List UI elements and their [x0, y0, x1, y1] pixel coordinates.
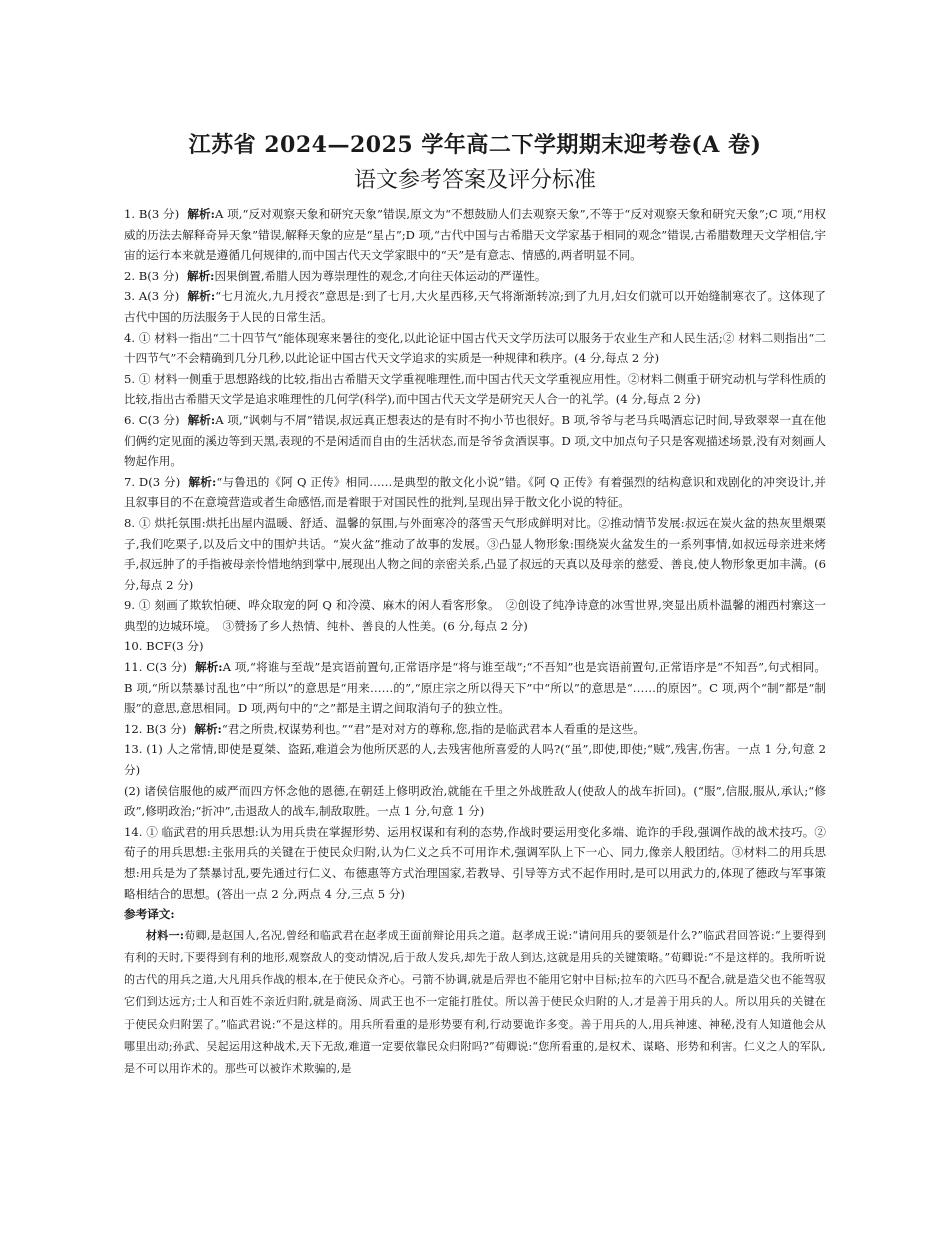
answer-text: (1) 人之常情,即使是夏桀、盗跖,难道会为他所厌恶的人,去残害他所喜爱的人吗?(“虽”,即使,即使;“贼”,残害,伤害。一点 1 分,句意 2 分) [124, 742, 826, 778]
answer-text: “与鲁迅的《阿 Q 正传》相同……是典型的散文化小说”错。《阿 Q 正传》有着强烈的结构意识和戏剧化的冲突设计,并且叙事目的不在意境营造或者生命感悟,而是着眼于对国民性的批判,呈现出异于散文化小说的特征。 [124, 474, 826, 510]
analysis-label: 解析: [187, 207, 215, 221]
answer-text: “君之所贵,权谋势利也。”“君”是对对方的尊称,您,指的是临武君本人看重的是这些。 [221, 721, 645, 736]
answer-item [124, 822, 826, 904]
answer-number: 3. A(3 分) [124, 289, 180, 304]
analysis-label: 解析: [187, 289, 216, 304]
answer-sheet-page [124, 130, 826, 1080]
translation-body: 荀卿,是赵国人,名况,曾经和临武君在赵孝成王面前辩论用兵之道。赵孝成王说:“请问用兵的要领是什么?”临武君回答说:“上要得到有利的天时,下要得到有利的地形,观察敌人的变动情况,后于敌人发兵,却先于敌人到达,这就是用兵的关键策略。”荀卿说:“不是这样的。我所听说的古代的用兵之道,大凡用兵作战的根本,在于使民众齐心。弓箭不协调,就是后羿也不能用它射中目标;拉车的六匹马不配合,就是造父也不能驾驭它们到达远方;士人和百姓不亲近归附,就是商汤、周武王也不一定能打胜仗。所以善于使民众归附的人,才是善于用兵的人。所以用兵的关键在于使民众归附罢了。”临武君说:“不是这样的。用兵所看重的是形势要有利,行动要诡诈多变。善于用兵的人,用兵神速、神秘,没有人知道他会从哪里出动;孙武、吴起运用这种战术,天下无敌,难道一定要依靠民众归附吗?”荀卿说:“您所看重的,是权术、谋略、形势和利害。仁义之人的军队,是不可以用诈术的。那些可以被诈术欺骗的,是 [124, 928, 826, 1075]
analysis-label: 解析: [194, 660, 223, 675]
answer-number: 2. B(3 分) [124, 268, 179, 283]
answer-text: (2) 诸侯信服他的威严而四方怀念他的恩德,在朝廷上修明政治,就能在千里之外战胜敌人(使敌人的战车折回)。(“服”,信服,服从,承认;“修政”,修明政治;“折冲”,击退敌人的战车,制敌取胜。一点 1 分,句意 1 分) [124, 783, 826, 819]
answer-text: ① 刻画了欺软怕硬、哗众取宠的阿 Q 和冷漠、麻木的闲人看客形象。 ②创设了纯净诗意的冰雪世界,突显出质朴温馨的湘西村寨这一典型的边城环境。 ③赞扬了乡人热情、纯朴、善良的人性美。(6 分,每点 2 分) [124, 598, 827, 633]
answer-text: “七月流火,九月授衣”意思是:到了七月,大火星西移,天气将渐渐转凉;到了九月,妇女们就可以开始缝制寒衣了。这体现了古代中国的历法服务于人民的日常生活。 [124, 289, 827, 324]
answer-item [124, 636, 826, 657]
answer-text: ① 烘托氛围:烘托出屋内温暖、舒适、温馨的氛围,与外面寒冷的落雪天气形成鲜明对比。②推动情节发展:叔远在炭火盆的热灰里煨栗子,我们吃栗子,以及后文中的围炉共话。“炭火盆”推动了故事的发展。③凸显人物形象:围绕炭火盆发生的一系列事情,如叔远母亲进来烤手,叔远肿了的手指被母亲怜惜地纳到掌中,展现出人物之间的亲密关系,凸显了叔远的天真以及母亲的慈爱、善良,使人物形象更加丰满。(6 分,每点 2 分) [124, 515, 827, 592]
answer-item [124, 513, 826, 595]
answer-number: 11. C(3 分) [124, 660, 187, 675]
answer-number: 4. [124, 330, 136, 345]
analysis-label: 解析: [188, 474, 217, 489]
answer-item [124, 781, 826, 822]
answer-number: 5. [124, 371, 136, 386]
answer-number: 6. C(3 分) [124, 412, 180, 427]
answer-item [124, 719, 826, 740]
answer-list [124, 204, 826, 904]
answer-item [124, 595, 826, 636]
answer-text: ① 材料一指出“二十四节气”能体现寒来暑往的变化,以此论证中国古代天文学历法可以服务于农业生产和人民生活;② 材料二则指出“二十四节气”不会精确到几分几秒,以此论证中国古代天文学追求的实质是一种规律和秩序。(4 分,每点 2 分) [124, 330, 827, 366]
answer-item [124, 657, 826, 719]
answer-number: 12. B(3 分) [124, 721, 187, 736]
answer-text: ① 临武君的用兵思想:认为用兵贵在掌握形势、运用权谋和有利的态势,作战时要运用变化多端、诡诈的手段,强调作战的战术技巧。②荀子的用兵思想:主张用兵的关键在于使民众归附,认为仁义之兵不可用诈术,强调军队上下一心、同力,像亲人般团结。③材料二的用兵思想:用兵是为了禁暴讨乱,要先通过行仁义、布德惠等方式治理国家,若教导、引导等方式不起作用时,是可以用武力的,体现了德政与军事策略相结合的思想。(答出一点 2 分,两点 4 分,三点 5 分) [124, 824, 827, 901]
answer-number: 8. [124, 515, 136, 530]
answer-text: 因果倒置,希腊人因为尊崇理性的观念,才向往天体运动的严谨性。 [214, 268, 547, 283]
answer-text: ① 材料一侧重于思想路线的比较,指出古希腊天文学重视唯理性,而中国古代天文学重视应用性。②材料二侧重于研究动机与学科性质的比较,指出古希腊天文学是追求唯理性的几何学(科学),而中国古代天文学是研究天人合一的礼学。(4 分,每点 2 分) [124, 371, 826, 407]
answer-item [124, 266, 826, 287]
reference-translation-text [124, 925, 826, 1080]
answer-text: A 项,“讽刺与不屑”错误,叔远真正想表达的是有时不拘小节也很好。B 项,爷爷与老马兵喝酒忘记时间,导致翠翠一直在他们俩约定见面的溪边等到天黑,表现的不是闲适而自由的生活状态,而是爷爷贪酒误事。D 项,文中加点句子只是客观描述场景,没有对刻画人物起作用。 [124, 412, 826, 469]
answer-item [124, 286, 826, 327]
answer-text: A 项,“反对观察天象和研究天象”错误,原文为“不想鼓励人们去观察天象”,不等于“反对观察天象和研究天象”;C 项,“用权威的历法去解释奇异天象”错误,解释天象的应是“星占”;D 项,“古代中国与古希腊天文学家基于相同的观念”错误,古希腊数理天文学相信,宇宙的运行本来就是遵循几何规律的,而中国古代天文学家眼中的“天”是有意志、情感的,两者明显不同。 [124, 207, 827, 263]
analysis-label: 解析: [194, 721, 222, 736]
answer-item [124, 328, 826, 369]
page-subtitle: 语文参考答案及评分标准 [353, 168, 596, 193]
answer-item [124, 204, 826, 266]
answer-item [124, 369, 826, 410]
answer-number: 13. [124, 742, 143, 757]
answer-number: 14. [124, 824, 143, 839]
page-title: 江苏省 2024—2025 学年高二下学期期末迎考卷(A 卷) [188, 132, 762, 158]
answer-item [124, 410, 826, 472]
answer-number: 1. B(3 分) [124, 207, 180, 221]
answer-text: A 项,“将谁与至哉”是宾语前置句,正常语序是“将与谁至哉”;“不吾知”也是宾语前置句,正常语序是“不知吾”,句式相同。B 项,“所以禁暴讨乱也”中“所以”的意思是“用来……的”,“原庄宗之所以得天下”中“所以”的意思是“……的原因”。C 项,两个“制”都是“制服”的意思,意思相同。D 项,两句中的“之”都是主谓之间取消句子的独立性。 [124, 660, 826, 716]
answer-item [124, 739, 826, 780]
analysis-label: 解析: [187, 412, 216, 427]
answer-item [124, 472, 826, 513]
reference-translation-heading: 参考译文: [124, 907, 175, 922]
answer-number: 9. [124, 598, 136, 613]
material-label: 材料一: [146, 928, 185, 942]
analysis-label: 解析: [186, 268, 215, 283]
answer-number: 7. D(3 分) [124, 474, 181, 489]
answer-number: 10. BCF(3 分) [124, 639, 204, 654]
